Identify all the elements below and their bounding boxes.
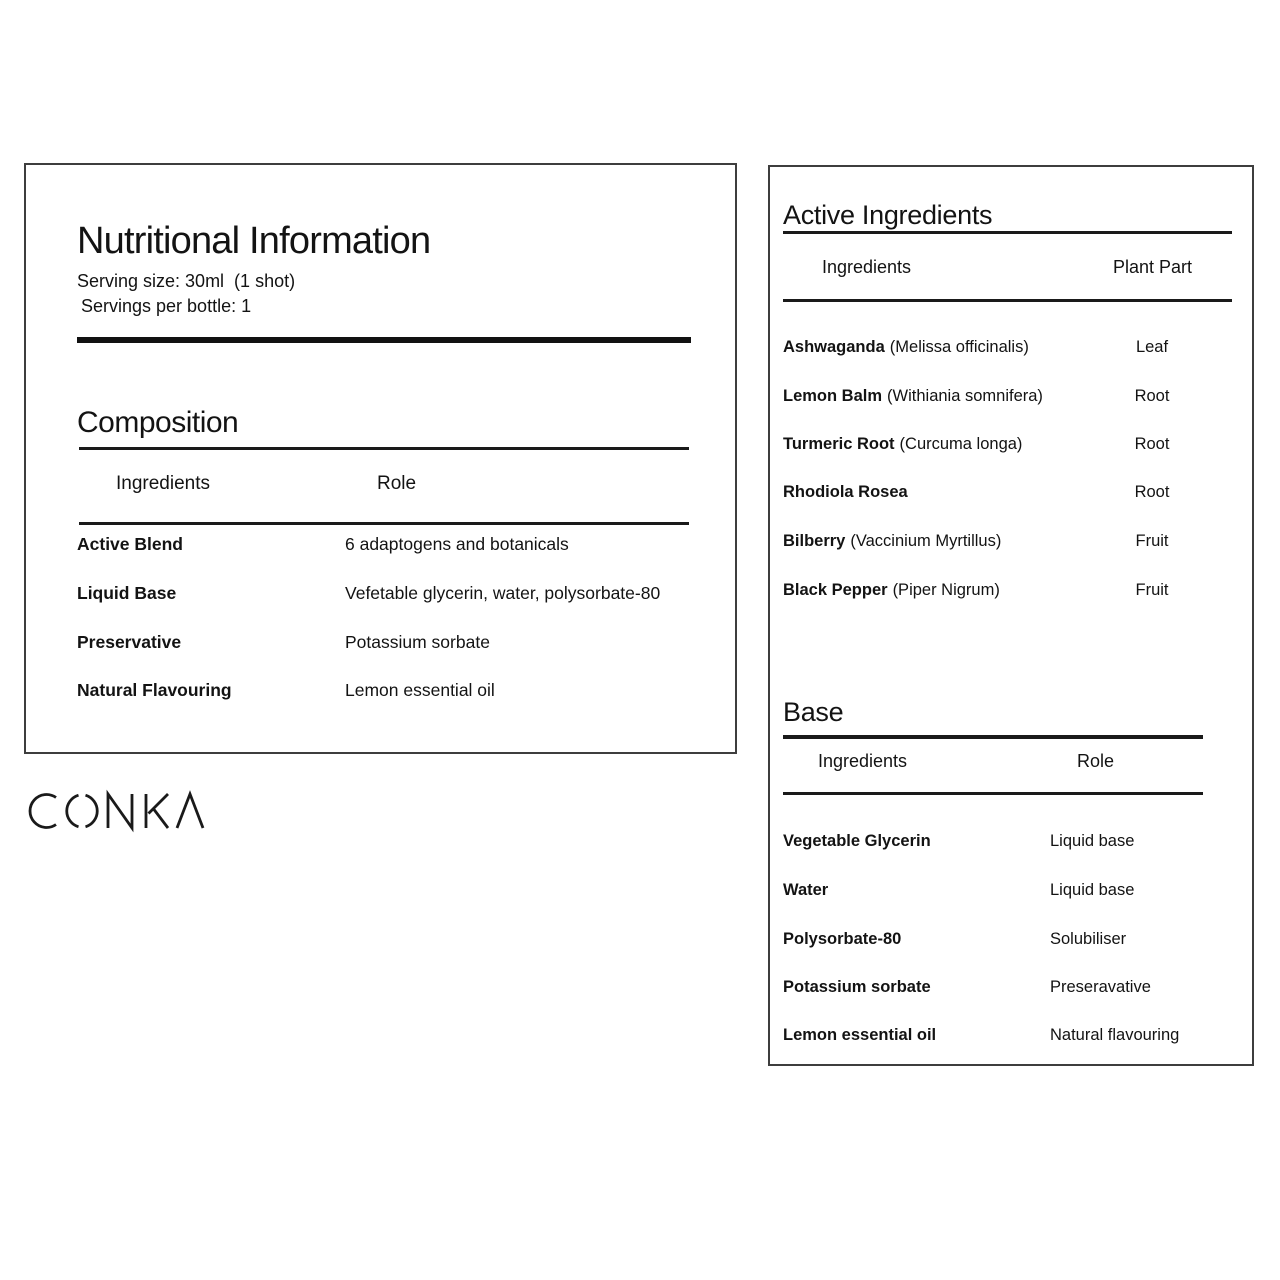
conka-logo	[25, 788, 215, 834]
divider	[783, 735, 1203, 739]
plant-part-value: Fruit	[1135, 581, 1169, 599]
ingredient-name: Active Blend	[77, 534, 183, 554]
active-column-plant-part: Plant Part	[1113, 257, 1193, 277]
ingredient-role: Liquid base	[1050, 832, 1135, 850]
ingredient-name: Potassium sorbate	[783, 978, 931, 996]
ingredient-latin-name: (Withiania somnifera)	[887, 387, 1043, 405]
ingredient-role: Natural flavouring	[1050, 1026, 1180, 1044]
divider	[783, 299, 1232, 302]
divider	[783, 792, 1203, 795]
ingredient-name: Preservative	[77, 632, 182, 652]
servings-per-bottle-text: Servings per bottle: 1	[81, 296, 252, 316]
ingredient-name: Bilberry	[783, 532, 846, 550]
ingredient-name: Lemon essential oil	[783, 1026, 937, 1044]
ingredient-role: Lemon essential oil	[345, 680, 495, 700]
ingredient-name: Turmeric Root	[783, 435, 895, 453]
plant-part-value: Root	[1134, 435, 1170, 453]
plant-part-value: Root	[1134, 387, 1170, 405]
divider-thick	[77, 337, 691, 343]
plant-part-value: Fruit	[1135, 532, 1169, 550]
composition-column-role: Role	[377, 473, 417, 494]
ingredient-role: Solubiliser	[1050, 930, 1127, 948]
ingredient-role: Preseravative	[1050, 978, 1151, 996]
divider	[79, 522, 689, 525]
plant-part-value: Root	[1134, 483, 1170, 501]
ingredient-role: Vefetable glycerin, water, polysorbate-80	[345, 583, 661, 603]
divider	[783, 231, 1232, 234]
serving-size-text: Serving size: 30ml (1 shot)	[77, 271, 296, 291]
ingredient-latin-name: (Curcuma longa)	[899, 435, 1023, 453]
ingredient-name: Lemon Balm	[783, 387, 883, 405]
ingredient-name: Water	[783, 881, 829, 899]
plant-part-value: Leaf	[1135, 338, 1169, 356]
base-heading: Base	[783, 697, 844, 728]
page-title: Nutritional Information	[77, 220, 431, 263]
ingredient-role: Liquid base	[1050, 881, 1135, 899]
ingredient-latin-name: (Piper Nigrum)	[892, 581, 1000, 599]
ingredient-name: Rhodiola Rosea	[783, 483, 908, 501]
composition-column-ingredients: Ingredients	[116, 473, 211, 494]
active-ingredients-panel	[768, 165, 1254, 1066]
ingredient-role: Potassium sorbate	[345, 632, 490, 652]
ingredient-latin-name: (Vaccinium Myrtillus)	[850, 532, 1002, 550]
base-column-ingredients: Ingredients	[818, 751, 908, 771]
ingredient-name: Natural Flavouring	[77, 680, 232, 700]
active-ingredients-heading: Active Ingredients	[783, 200, 993, 231]
ingredient-role: 6 adaptogens and botanicals	[345, 534, 569, 554]
divider	[79, 447, 689, 450]
ingredient-name: Ashwaganda	[783, 338, 885, 356]
composition-heading: Composition	[77, 405, 239, 439]
ingredient-name: Polysorbate-80	[783, 930, 902, 948]
nutritional-information-panel	[24, 163, 737, 754]
ingredient-name: Black Pepper	[783, 581, 888, 599]
base-column-role: Role	[1077, 751, 1115, 771]
ingredient-name: Vegetable Glycerin	[783, 832, 931, 850]
ingredient-latin-name: (Melissa officinalis)	[889, 338, 1029, 356]
ingredient-name: Liquid Base	[77, 583, 177, 603]
conka-logo-icon	[25, 788, 215, 834]
active-column-ingredients: Ingredients	[822, 257, 912, 277]
